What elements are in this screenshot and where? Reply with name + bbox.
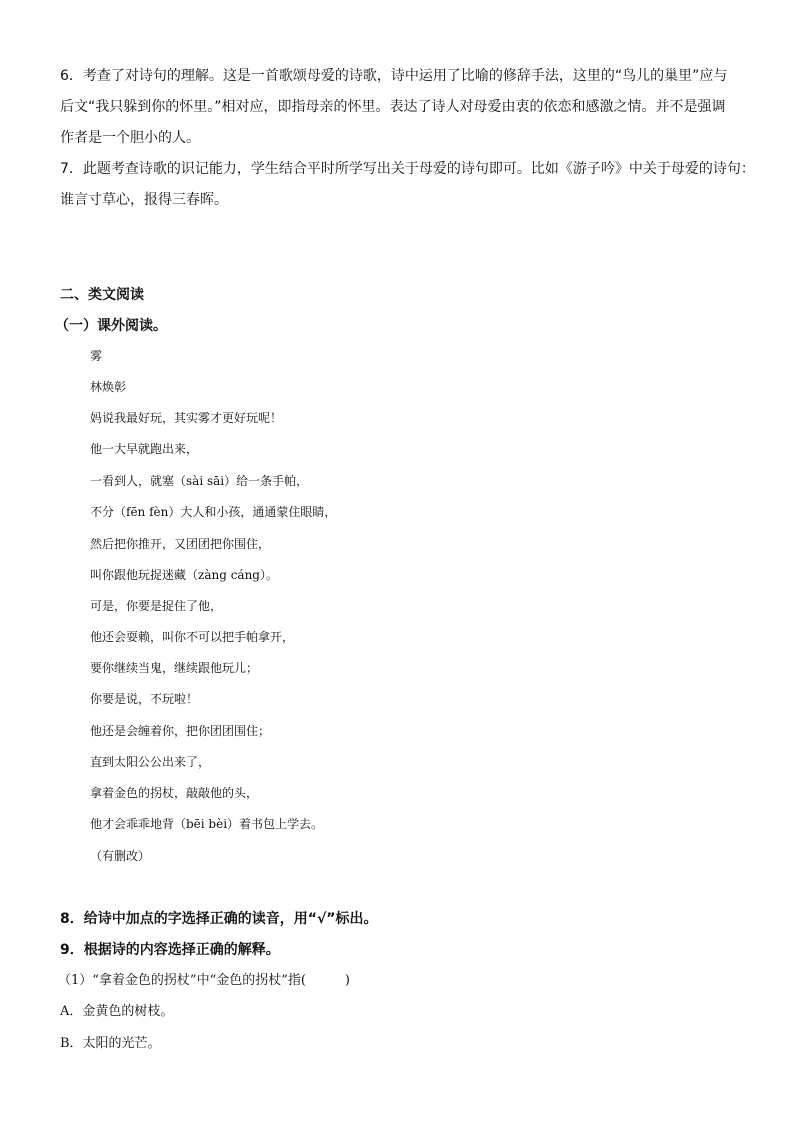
poem-title: 雾 <box>90 349 103 363</box>
answer-6-line-3: 作者是一个胆小的人。 <box>60 130 200 146</box>
answer-6-line-2: 后文“我只躲到你的怀里。”相对应，即指母亲的怀里。表达了诗人对母爱由衷的依恋和感激之情。并不是强调 <box>60 99 726 115</box>
poem-line: 你要是说，不玩啦！ <box>90 692 199 706</box>
poem-line: 他还会耍赖，叫你不可以把手帕拿开， <box>90 630 295 644</box>
poem-line: 不分（fēn fèn）大人和小孩，通通蒙住眼睛， <box>90 505 337 519</box>
question-8: 8．给诗中加点的字选择正确的读音，用“√”标出。 <box>60 911 378 927</box>
poem-line: 要你继续当鬼，继续跟他玩儿； <box>90 661 259 675</box>
question-9-1: （1）“拿着金色的拐杖”中“金色的拐杖”指( ) <box>58 973 350 988</box>
poem-line: 妈说我最好玩，其实雾才更好玩呢！ <box>90 411 283 425</box>
section-title: 二、类文阅读 <box>60 287 144 303</box>
answer-7-line-2: 谁言寸草心，报得三春晖。 <box>60 192 228 208</box>
option-b: B．太阳的光芒。 <box>60 1036 161 1051</box>
poem-line: 他才会乖乖地背（bēi bèi）着书包上学去。 <box>90 817 324 831</box>
poem-line: 拿着金色的拐杖，敲敲他的头， <box>90 786 259 800</box>
poem-line: 然后把你推开，又团团把你围住， <box>90 537 271 551</box>
poem-line: 他还是会缠着你，把你团团围住； <box>90 724 271 738</box>
question-9: 9．根据诗的内容选择正确的解释。 <box>60 942 280 958</box>
poem-note: （有删改） <box>90 849 151 863</box>
poem-author: 林焕彰 <box>90 380 127 394</box>
poem-line: 可是，你要是捉住了他， <box>90 599 223 613</box>
poem-line: 一看到人，就塞（sài sāi）给一条手帕， <box>90 474 309 488</box>
poem-line: 他一大早就跑出来， <box>90 442 199 456</box>
poem-line: 直到太阳公公出来了， <box>90 755 211 769</box>
subsection-title: （一）课外阅读。 <box>55 318 167 334</box>
poem-line: 叫你跟他玩捉迷藏（zàng cáng）。 <box>90 568 278 582</box>
answer-6-line-1: 6．考查了对诗句的理解。这是一首歌颂母爱的诗歌，诗中运用了比喻的修辞手法，这里的“鸟儿的巢里”应与 <box>60 68 728 84</box>
answer-7-line-1: 7．此题考查诗歌的识记能力，学生结合平时所学写出关于母爱的诗句即可。比如《游子吟》中关于母爱的诗句： <box>60 161 755 177</box>
option-a: A．金黄色的树枝。 <box>60 1004 174 1019</box>
